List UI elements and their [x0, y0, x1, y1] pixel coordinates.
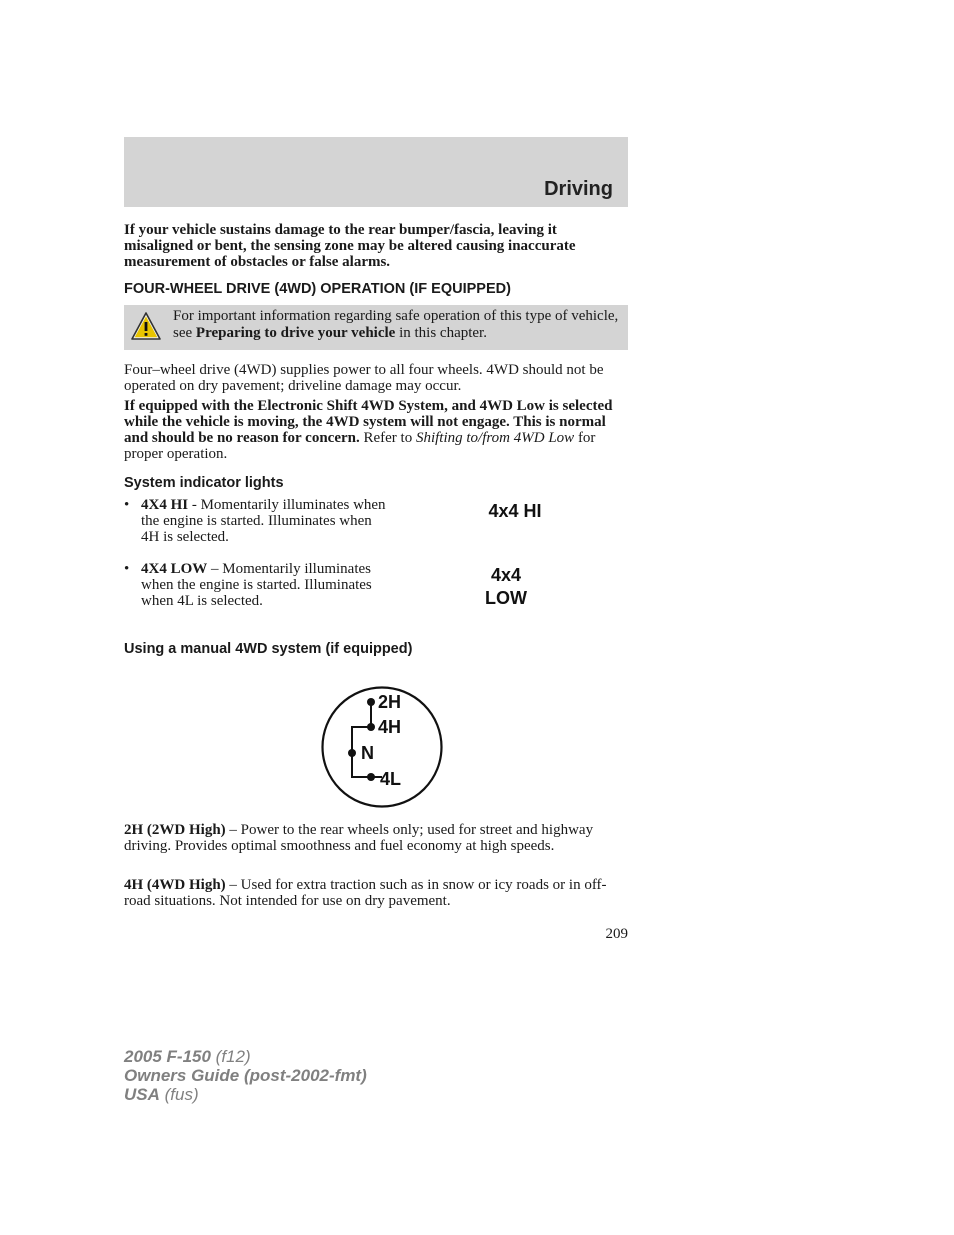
footer-model: 2005 F-150: [124, 1047, 211, 1066]
2h-description: [124, 822, 628, 854]
bullet-label: 4X4 LOW: [141, 561, 208, 577]
footer-guide: Owners Guide (post-2002-fmt): [124, 1066, 367, 1085]
footer-model-code: (f12): [210, 1047, 251, 1066]
footer-market: USA: [124, 1085, 160, 1104]
footer-line-2: [124, 1066, 367, 1085]
indicator-heading: System indicator lights: [124, 475, 284, 491]
indicator-low-line2: LOW: [485, 588, 527, 608]
4h-label: 4H (4WD High): [124, 877, 226, 893]
electronic-shift-bold: If equipped with the Electronic Shift 4WD System, and 4WD Low is selected while the vehicle is moving, the 4WD system will not engage. This is normal and should be no reason for concern.: [124, 398, 613, 446]
bullet-description: - Momentarily illuminates when the engine is started. Illuminates when 4H is selected.: [141, 497, 386, 545]
bullet-dot: •: [124, 497, 130, 513]
2h-label: 2H (2WD High): [124, 822, 226, 838]
section-title: FOUR-WHEEL DRIVE (4WD) OPERATION (IF EQUIPPED): [124, 281, 511, 297]
indicator-4x4-low: [470, 564, 542, 610]
2h-text: – Power to the rear wheels only; used for street and highway driving. Provides optimal smoothness and fuel economy at high speeds.: [124, 822, 594, 854]
footer-line-3: [124, 1085, 367, 1104]
bullet-dot: •: [124, 561, 130, 577]
bullet-label: 4X4 HI: [141, 497, 189, 513]
bullet-text: [141, 497, 386, 545]
warning-triangle-icon: [130, 311, 162, 341]
transfer-case-dial-icon: [320, 685, 444, 809]
electronic-shift-note: [124, 398, 628, 462]
chapter-title: Driving: [544, 178, 613, 200]
manual-4wd-heading: Using a manual 4WD system (if equipped): [124, 641, 413, 657]
electronic-shift-refer: Refer to: [359, 430, 416, 446]
dial-label-4l: 4L: [380, 769, 402, 789]
indicator-low-line1: 4x4: [490, 565, 522, 585]
bullet-4x4-low: [124, 561, 384, 627]
indicator-4x4-hi: 4x4 HI: [488, 501, 542, 521]
page-number: 209: [605, 926, 628, 942]
bumper-warning-text: If your vehicle sustains damage to the rear bumper/fascia, leaving it misaligned or bent, the sensing zone may be altered causing inaccurate measurement of obstacles or false alarms.: [124, 222, 576, 270]
electronic-shift-end: for proper operation.: [124, 430, 596, 462]
electronic-shift-ref-italic: Shifting to/from 4WD Low: [415, 430, 575, 446]
chapter-header: [124, 137, 628, 207]
dial-label-2h: 2H: [378, 692, 402, 712]
bullet-text: [141, 561, 386, 609]
4h-text: – Used for extra traction such as in snow or icy roads or in off-road situations. Not intended for use on dry pavement.: [124, 877, 607, 909]
caution-text-end: in this chapter.: [395, 325, 487, 341]
bullet-description: – Momentarily illuminates when the engine is started. Illuminates when 4L is selected.: [141, 561, 372, 609]
dial-label-n: N: [361, 743, 374, 763]
footer-line-1: [124, 1047, 367, 1066]
caution-text: [173, 308, 625, 342]
4h-description: [124, 877, 628, 909]
caution-text-start: For important information regarding safe operation of this type of vehicle, see: [173, 308, 619, 341]
dial-label-4h: 4H: [378, 717, 402, 737]
caution-box: [124, 305, 628, 350]
footer-market-code: (fus): [159, 1085, 199, 1104]
caution-link-text: Preparing to drive your vehicle: [195, 325, 396, 341]
bullet-4x4-hi: [124, 497, 384, 547]
document-footer: [124, 1047, 367, 1104]
4wd-description: Four–wheel drive (4WD) supplies power to all four wheels. 4WD should not be operated on dry pavement; driveline damage may occur.: [124, 362, 604, 394]
